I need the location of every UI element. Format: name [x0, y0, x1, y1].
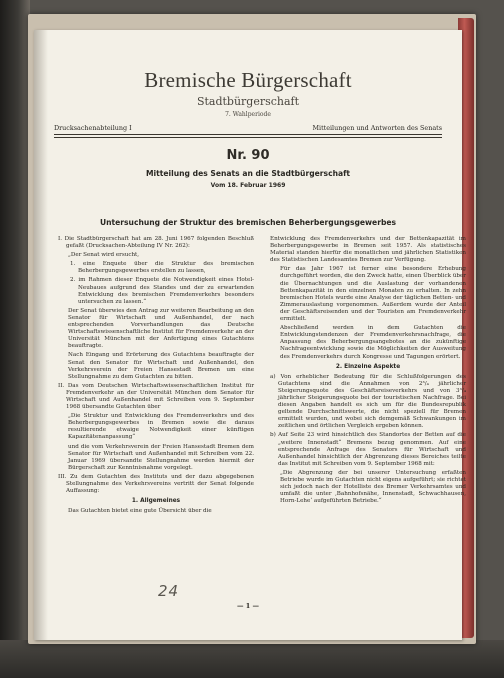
body-paragraph: 2. im Rahmen dieser Enquete die Notwendigkeit eines Hotel-Neubaues aufgrund des Standes und der zu erwartenden Entwicklung des bremischen Fremdenverkehrs besonders untersuchen zu lassen.“ — [70, 277, 254, 305]
body-paragraph: „Die Abgrenzung der bei unserer Untersuchung erfaßten Betriebe wurde im Gutachten nicht eigens aufgeführt; sie richtet sich jedoch nach der Hotelliste des Bremer Verkehrsamtes und umfaßt die unter ‚Bahnhofsnähe, Innenstadt, Schwachhausen, Horn-Lehe‘ aufgeführten Betriebe.“ — [280, 469, 466, 505]
body-paragraph: „Der Senat wird ersucht, — [68, 252, 140, 259]
body-paragraph: Abschließend werden in dem Gutachten die Entwicklungstendenzen der Fremdenverkehrsnachfrage, die Anpassung des Beherbergungsangebotes an die zukünftige Nachfrageentwicklung sowie die Möglichkeiten der Ausweitung des Fremdenverkehrs durch Kongresse und Tagungen erörtert. — [280, 325, 466, 360]
document-date: Vom 18. Februar 1969 — [210, 182, 286, 189]
body-paragraph: b) Auf Seite 23 wird hinsichtlich des Standortes der Betten auf die „weitere Innenstadt“ Bremens bezug genommen. Auf eine entsprechende Anfrage des Senators für Wirtschaft und Außenhandel hinsichtlich der Abgrenzung dieses Bereiches teilte das Institut mit Schreiben vom 9. September 1968 mit: — [270, 432, 466, 467]
document-page — [34, 30, 466, 640]
body-paragraph: Nach Eingang und Erörterung des Gutachtens beauftragte der Senat den Senator für Wirtschaft und Außenhandel, den Verkehrsverein der Freien Hansestadt Bremen um eine Stellungnahme zu dem Gutachten zu bitten. — [68, 352, 254, 380]
body-paragraph: I. Die Stadtbürgerschaft hat am 28. Juni 1967 folgenden Beschluß gefaßt (Drucksachen-Abteilung IV Nr. 262): — [58, 236, 254, 250]
section-heading: Untersuchung der Struktur des bremischen Beherbergungsgewerbes — [99, 218, 397, 227]
page-number: — 1 — — [236, 602, 260, 610]
legislative-period: 7. Wahlperiode — [225, 111, 271, 118]
right-text-column — [270, 236, 466, 507]
body-paragraph: Das Gutachten bietet eine gute Übersicht über die — [68, 508, 212, 515]
handwritten-annotation: 24 — [158, 582, 180, 600]
body-paragraph: III. Zu dem Gutachten des Instituts und der dazu abgegebenen Stellungnahme des Verkehrsvereins vertritt der Senat folgende Auffassung: — [58, 473, 254, 495]
body-paragraph: 1. eine Enquete über die Struktur des bremischen Beherbergungsgewerbes erstellen zu lassen, — [70, 261, 254, 275]
document-number: Nr. 90 — [226, 148, 270, 163]
body-paragraph: Für das Jahr 1967 ist ferner eine besondere Erhebung durchgeführt worden, die den Zweck hatte, einen Überblick über die Übernachtungen und die Auslastung der vorhandenen Bettenkapazität in den einzelnen Monaten zu erhalten. In zehn bremischen Hotels wurde eine Analyse der täglichen Betten- und Zimmerauslastung vorgenommen. Außerdem wurde der Anteil der Geschäftsreisenden und der Touristen am Fremdenverkehr ermittelt. — [280, 266, 466, 323]
book-binding-shadow — [0, 0, 30, 678]
body-paragraph: II. Das vom Deutschen Wirtschaftswissenschaftlichen Institut für Fremdenverkehr an der Universität München dem Senator für Wirtschaft und Außenhandel mit Schreiben vom 9. September 1968 übersandte Gutachten über — [58, 382, 254, 411]
body-paragraph: „Die Struktur und Entwicklung des Fremdenverkehrs und des Beherbergungsgewerbes in Bremen sowie die daraus resultierende etwaige Notwendigkeit einer künftigen Kapazitätenanpassung“ — [68, 413, 254, 441]
chamber-subtitle: Stadtbürgerschaft — [196, 95, 300, 108]
document-header — [34, 68, 462, 118]
subsection-heading: 1. Allgemeines — [131, 498, 181, 505]
document-category: Mitteilungen und Antworten des Senats — [312, 124, 442, 132]
print-department: Drucksachenabteilung I — [54, 124, 132, 132]
document-title: Mitteilung des Senats an die Stadtbürgerschaft — [145, 169, 351, 178]
subsection-heading: 2. Einzelne Aspekte — [335, 363, 401, 370]
document-meta-row — [54, 124, 442, 135]
body-paragraph: und die vom Verkehrsverein der Freien Hansestadt Bremen dem Senator für Wirtschaft und Außenhandel mit Schreiben vom 22. Januar 1969 übersandte Stellungnahme werden hiermit der Bürgerschaft zur Kenntnisnahme vorgelegt. — [68, 443, 254, 471]
body-paragraph: Entwicklung des Fremdenverkehrs und der Bettenkapazität im Beherbergungsgewerbe in Bremen seit 1957. Als statistisches Material standen hierfür die monatlichen und jährlichen Statistiken des Statistischen Landesamtes Bremen zur Verfügung. — [270, 236, 466, 264]
body-paragraph: Der Senat überwies den Antrag zur weiteren Bearbeitung an den Senator für Wirtschaft und Außenhandel, der nach entsprechenden Vorverhandlungen das Deutsche Wirtschaftswissenschaftliche Institut für Fremdenverkehr an der Universität München mit der Anfertigung eines Gutachtens beauftragte. — [68, 307, 254, 350]
parliament-title: Bremische Bürgerschaft — [144, 68, 352, 92]
table-surface — [0, 640, 504, 678]
left-text-column — [58, 236, 254, 517]
meta-divider — [54, 137, 442, 138]
page-gutter-shadow — [34, 30, 48, 640]
body-paragraph: a) Von erheblicher Bedeutung für die Schlußfolgerungen des Gutachtens sind die Annahmen von 2³/₄ jährlicher Steigerungsquote des Geschäftsreiseverkehrs und von 3³/₄ jährlicher Steigerungsquote bei der touristischen Nachfrage. Bei diesen Angaben handelt es sich um für die Bundesrepublik geltende Durchschnittswerte, die nicht speziell für Bremen ermittelt wurden, und wobei sich demgemäß Schwankungen im zeitlichen und örtlichen Vergleich ergeben können. — [270, 373, 466, 430]
